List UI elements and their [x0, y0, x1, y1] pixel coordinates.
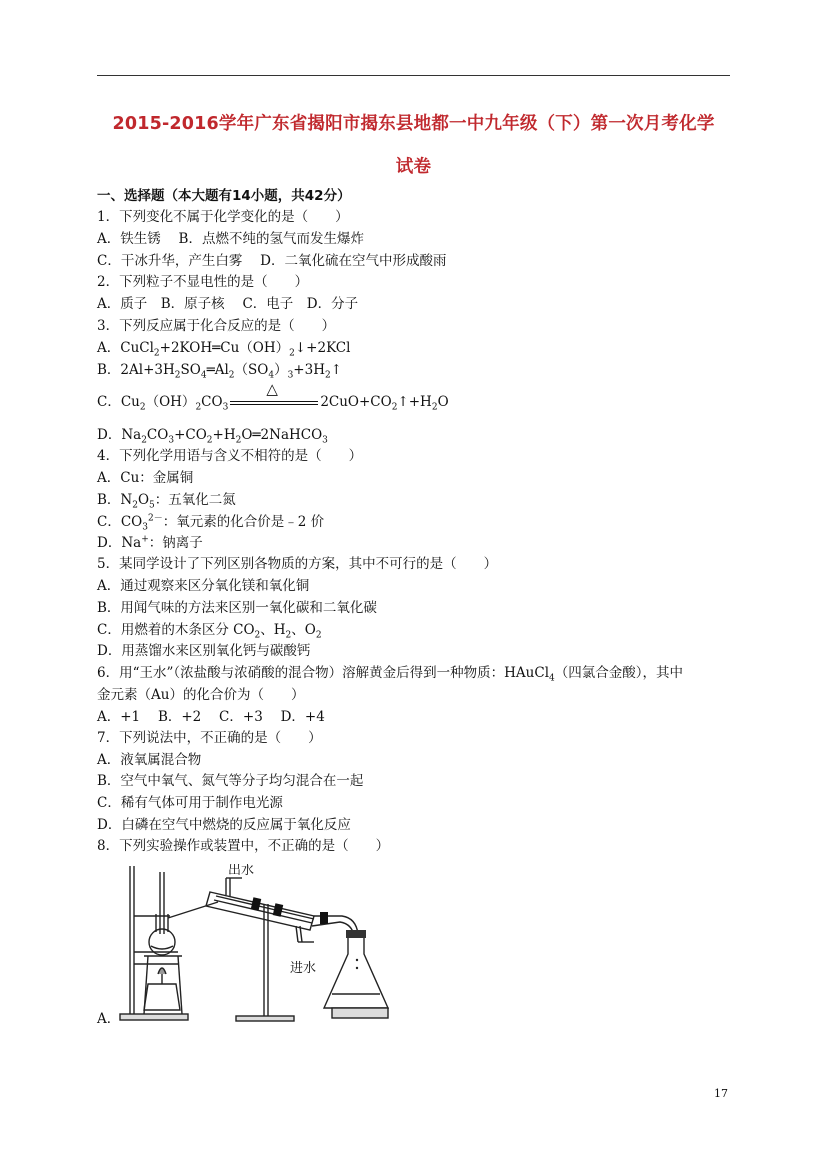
- question-4-stem: 4．下列化学用语与含义不相符的是（ ）: [97, 448, 363, 464]
- question-7-option-d: D．白磷在空气中燃烧的反应属于氧化反应: [97, 817, 351, 833]
- question-8-option-a-label: A．: [97, 1011, 121, 1027]
- question-6-options: A．+1 B．+2 C．+3 D．+4: [97, 709, 325, 725]
- question-2-stem: 2．下列粒子不显电性的是（ ）: [97, 274, 309, 290]
- question-5-option-a: A．通过观察来区分氧化镁和氧化铜: [97, 578, 310, 594]
- page-number: 17: [714, 1087, 728, 1100]
- question-3-option-b: B．$2Al+3H_2SO_4═Al_2(SO_4)_3+3H_2↑$: [97, 362, 343, 381]
- header-rule: [97, 75, 730, 76]
- distillation-apparatus-figure: [118, 864, 398, 1024]
- question-7-stem: 7．下列说法中，不正确的是（ ）: [97, 730, 322, 746]
- question-7-option-b: B．空气中氧气、氮气等分子均匀混合在一起: [97, 773, 364, 789]
- question-5-option-d: D．用蒸馏水来区别氧化钙与碳酸钙: [97, 643, 311, 659]
- question-2-options: A．质子 B．原子核 C．电子 D．分子: [97, 296, 359, 312]
- question-3-option-d: D．$Na_2CO_3+CO_2+H_2O═2NaHCO_3$: [97, 427, 328, 446]
- question-1-options-cd: C．干冰升华，产生白雾 D．二氧化硫在空气中形成酸雨: [97, 253, 447, 269]
- water-out-label: 出水: [228, 864, 255, 878]
- question-3-stem: 3．下列反应属于化合反应的是（ ）: [97, 318, 336, 334]
- section-heading: 一、选择题（本大题有14小题，共42分）: [97, 188, 351, 204]
- question-1-stem: 1．下列变化不属于化学变化的是（ ）: [97, 209, 349, 225]
- question-4-option-a: A．Cu：金属铜: [97, 470, 194, 486]
- water-in-label: 进水: [290, 961, 317, 976]
- question-5-stem: 5．某同学设计了下列区别各物质的方案，其中不可行的是（ ）: [97, 556, 498, 572]
- question-1-options-ab: A．铁生锈 B．点燃不纯的氢气而发生爆炸: [97, 231, 364, 247]
- reaction-condition-arrow: [230, 379, 318, 410]
- question-4-option-d: D．Na+：钠离子: [97, 534, 203, 551]
- question-4-option-c: C．$CO_3^{2-}$：氧元素的化合价是﹣2 价: [97, 513, 325, 533]
- heat-delta-symbol: △: [266, 379, 278, 398]
- question-3-option-c: C．$Cu_2(OH)_2CO_3$ △ $2CuO+CO_2↑+H_2O$: [97, 379, 449, 413]
- question-5-option-c: C．用燃着的木条区分 $CO_2$、$H_2$、$O_2$: [97, 622, 322, 641]
- question-3-option-a: A．$CuCl_2+2KOH═Cu(OH)_2↓+2KCl$: [97, 340, 351, 359]
- question-5-option-b: B．用闻气味的方法来区别一氧化碳和二氧化碳: [97, 600, 377, 616]
- question-7-option-c: C．稀有气体可用于制作电光源: [97, 795, 283, 811]
- question-8-stem: 8．下列实验操作或装置中，不正确的是（ ）: [97, 838, 390, 854]
- question-4-option-b: B．$N_2O_5$：五氧化二氮: [97, 492, 236, 511]
- page-title-cont: 试卷: [395, 157, 432, 177]
- question-6-stem: 6．用“王水”（浓盐酸与浓硝酸的混合物）溶解黄金后得到一种物质：HAuCl$_4$（四氯合金酸），其中: [97, 665, 683, 684]
- question-7-option-a: A．液氧属混合物: [97, 752, 202, 768]
- question-6-stem-cont: 金元素（Au）的化合价为（ ）: [97, 687, 305, 703]
- page-title: 2015-2016学年广东省揭阳市揭东县地都一中九年级（下）第一次月考化学: [112, 114, 715, 134]
